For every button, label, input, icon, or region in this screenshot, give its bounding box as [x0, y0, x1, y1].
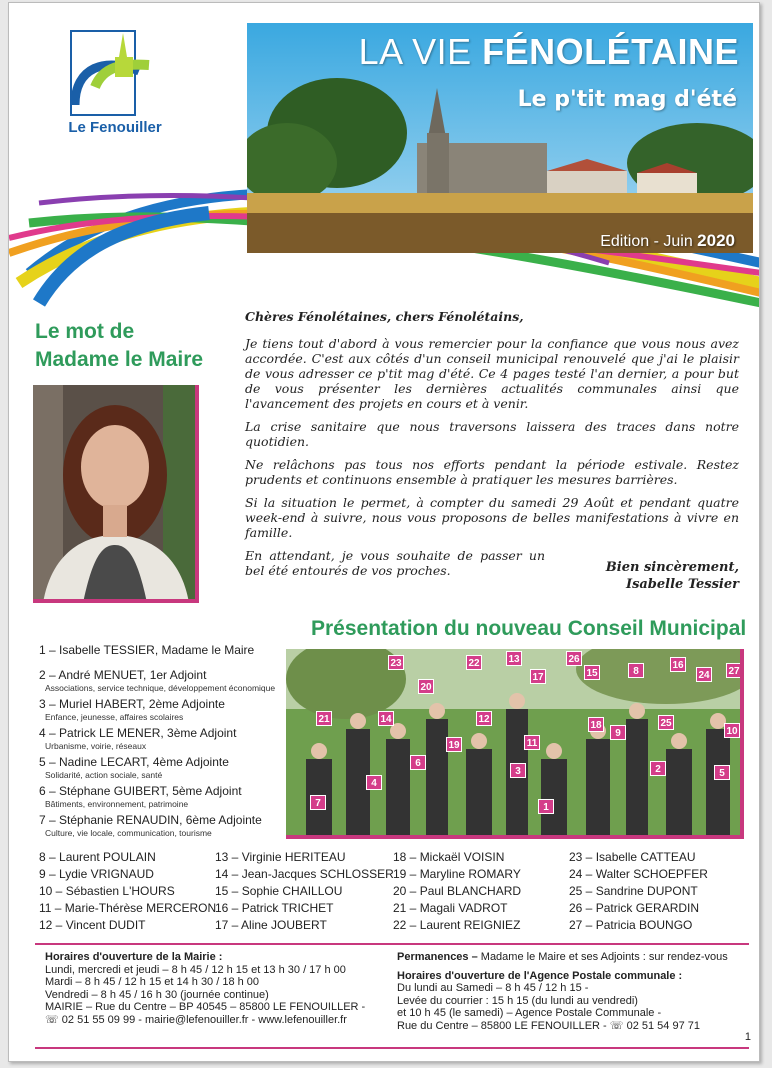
members-column-1 [39, 849, 216, 934]
member-name: 6 – Stéphane GUIBERT, 5ème Adjoint [39, 784, 242, 798]
mayor-section-title [35, 318, 203, 374]
council-member [39, 668, 299, 694]
town-logo-icon [65, 27, 165, 119]
members-column-2 [215, 849, 394, 934]
member-number-badge: 22 [466, 655, 482, 670]
title-bold: FÉNOLÉTAINE [482, 31, 739, 72]
header-banner [247, 23, 753, 253]
member-number-badge: 4 [366, 775, 382, 790]
member-number-badge: 7 [310, 795, 326, 810]
council-member-entry: 18 – Mickaël VOISIN [393, 850, 505, 864]
council-member-entry: 15 – Sophie CHAILLOU [215, 884, 343, 898]
council-member [39, 697, 299, 723]
member-number-badge: 9 [610, 725, 626, 740]
member-number-badge: 26 [566, 651, 582, 666]
council-member-entry: 17 – Aline JOUBERT [215, 918, 327, 932]
council-member-entry: 24 – Walter SCHOEPFER [569, 867, 708, 881]
member-number-badge: 1 [538, 799, 554, 814]
member-number-badge: 2 [650, 761, 666, 776]
member-role: Urbanisme, voirie, réseaux [45, 741, 147, 751]
members-column-3 [393, 849, 521, 934]
council-member-entry: 23 – Isabelle CATTEAU [569, 850, 696, 864]
edition-label [600, 231, 735, 251]
logo-text: Le Fenouiller [68, 119, 162, 136]
letter-signoff [606, 559, 739, 593]
member-name: 7 – Stéphanie RENAUDIN, 6ème Adjointe [39, 813, 262, 827]
edition-prefix: Edition - Juin [600, 233, 698, 250]
member-number-badge: 16 [670, 657, 686, 672]
council-member-entry: 16 – Patrick TRICHET [215, 901, 334, 915]
banner-subtitle: Le p'tit mag d'été [517, 87, 737, 112]
member-role: Culture, vie locale, communication, tourisme [45, 828, 212, 838]
banner-title [359, 31, 739, 73]
council-member-entry: 9 – Lydie VRIGNAUD [39, 867, 154, 881]
member-number-badge: 23 [388, 655, 404, 670]
newsletter-page [8, 2, 760, 1062]
council-member-entry: 26 – Patrick GERARDIN [569, 901, 700, 915]
member-number-badge: 5 [714, 765, 730, 780]
mayor-title-line2: Madame le Maire [35, 348, 204, 371]
member-number-badge: 24 [696, 667, 712, 682]
member-name: 5 – Nadine LECART, 4ème Adjointe [39, 755, 229, 769]
members-column-4 [569, 849, 708, 934]
member-number-badge: 3 [510, 763, 526, 778]
permanences-title: Permanences – [397, 951, 478, 963]
council-section-title: Présentation du nouveau Conseil Municipal [311, 617, 747, 640]
member-number-badge: 6 [410, 755, 426, 770]
member-number-badge: 27 [726, 663, 742, 678]
member-name: 2 – André MENUET, 1er Adjoint [39, 668, 207, 682]
council-member-entry: 27 – Patricia BOUNGO [569, 918, 693, 932]
mairie-hours [45, 951, 385, 1026]
poste-hours-title: Horaires d'ouverture de l'Agence Postale communale : [397, 969, 683, 982]
mayor-portrait [33, 385, 199, 603]
letter-greeting: Chères Fénolétaines, chers Fénolétains, [245, 309, 524, 324]
poste-hours [397, 951, 747, 1032]
council-member-entry: 8 – Laurent POULAIN [39, 850, 156, 864]
member-number-badge: 18 [588, 717, 604, 732]
council-member-entry: 22 – Laurent REIGNIEZ [393, 918, 521, 932]
council-member-entry: 20 – Paul BLANCHARD [393, 884, 522, 898]
member-number-badge: 21 [316, 711, 332, 726]
member-number-badge: 8 [628, 663, 644, 678]
member-number-badge: 19 [446, 737, 462, 752]
council-member-entry: 25 – Sandrine DUPONT [569, 884, 698, 898]
mayor-letter [245, 309, 739, 592]
mairie-hours-line: Mardi – 8 h 45 / 12 h 15 et 14 h 30 / 18 h 00 [45, 976, 260, 988]
member-role: Associations, service technique, développement économique [45, 683, 276, 693]
council-member [39, 755, 299, 781]
poste-address: Rue du Centre – 85800 LE FENOUILLER - ☏ 02 51 54 97 71 [397, 1019, 700, 1032]
poste-hours-line: Du lundi au Samedi – 8 h 45 / 12 h 15 - [397, 982, 589, 994]
signoff-line1: Bien sincèrement, [605, 560, 739, 575]
member-number-badge: 12 [476, 711, 492, 726]
letter-paragraph: Je tiens tout d'abord à vous remercier pour la confiance que vous nous avez accordée. C'est aux côtés d'un conseil municipal renouvelé que j'ai le plaisir de vous adresser ce p'tit mag d'été. Ce 4 pages testé l'an dernier, a pour but de vous présenter les dernières actualités communales ainsi que l'avancement des projets en cours et à venir. [245, 336, 739, 411]
member-number-badge: 14 [378, 711, 394, 726]
council-member-entry: 12 – Vincent DUDIT [39, 918, 146, 932]
council-member-entry: 19 – Maryline ROMARY [393, 867, 521, 881]
member-name: 1 – Isabelle TESSIER, Madame le Maire [39, 643, 255, 657]
member-number-badge: 11 [524, 735, 540, 750]
letter-paragraph: Ne relâchons pas tous nos efforts pendant la période estivale. Restez prudents et continuons ensemble à pratiquer les mesures barrières. [245, 457, 739, 487]
member-name: 4 – Patrick LE MENER, 3ème Adjoint [39, 726, 237, 740]
permanences-text: Madame le Maire et ses Adjoints : sur rendez-vous [477, 951, 728, 963]
mayor-photo [33, 385, 199, 603]
mayor-title-line1: Le mot de [35, 320, 135, 343]
member-number-badge: 17 [530, 669, 546, 684]
mairie-hours-line: Vendredi – 8 h 45 / 16 h 30 (journée continue) [45, 988, 269, 1001]
council-member [39, 726, 299, 752]
member-number-badge: 13 [506, 651, 522, 666]
opening-hours-box [35, 943, 749, 1049]
group-photo-image [286, 649, 744, 839]
page-number: 1 [744, 1031, 751, 1043]
council-group-photo [286, 649, 744, 839]
member-number-badge: 25 [658, 715, 674, 730]
member-number-badge: 15 [584, 665, 600, 680]
member-role: Enfance, jeunesse, affaires scolaires [45, 712, 184, 722]
poste-hours-line: et 10 h 45 (le samedi) – Agence Postale Communale - [397, 1007, 662, 1019]
member-role: Bâtiments, environnement, patrimoine [45, 799, 189, 809]
council-member-entry: 14 – Jean-Jacques SCHLOSSER [215, 867, 394, 881]
title-prefix: LA VIE [358, 31, 483, 72]
letter-paragraph: Si la situation le permet, à compter du samedi 29 Août et pendant quatre week-end à suivre, nous vous proposons de belles manifestations à vivre en famille. [245, 495, 739, 540]
member-name: 3 – Muriel HABERT, 2ème Adjointe [39, 697, 225, 711]
council-member [39, 784, 299, 810]
letter-paragraph: En attendant, je vous souhaite de passer un bel été entourés de vos proches. [245, 548, 545, 578]
council-member-entry: 10 – Sébastien L'HOURS [39, 884, 175, 898]
council-member-entry: 13 – Virginie HERITEAU [215, 850, 346, 864]
letter-paragraph: La crise sanitaire que nous traversons laissera des traces dans notre quotidien. [245, 419, 739, 449]
council-member-entry: 21 – Magali VADROT [393, 901, 508, 915]
mairie-hours-line: Lundi, mercredi et jeudi – 8 h 45 / 12 h 15 et 13 h 30 / 17 h 00 [45, 963, 346, 976]
council-adjoints-list [39, 643, 299, 842]
mairie-address: MAIRIE – Rue du Centre – BP 40545 – 85800 LE FENOUILLER - [45, 1001, 366, 1013]
signoff-line2: Isabelle Tessier [625, 577, 739, 592]
member-number-badge: 20 [418, 679, 434, 694]
member-number-badge: 10 [724, 723, 740, 738]
mairie-contact: ☏ 02 51 55 09 99 - mairie@lefenouiller.fr - www.lefenouiller.fr [45, 1013, 347, 1026]
edition-year: 2020 [697, 231, 735, 250]
poste-hours-line: Levée du courrier : 15 h 15 (du lundi au vendredi) [397, 994, 638, 1007]
council-member-entry: 11 – Marie-Thérèse MERCERON [39, 901, 217, 915]
council-member [39, 643, 299, 658]
town-logo [65, 27, 165, 139]
council-member [39, 813, 299, 839]
member-role: Solidarité, action sociale, santé [45, 770, 163, 780]
mairie-hours-title: Horaires d'ouverture de la Mairie : [45, 951, 223, 963]
